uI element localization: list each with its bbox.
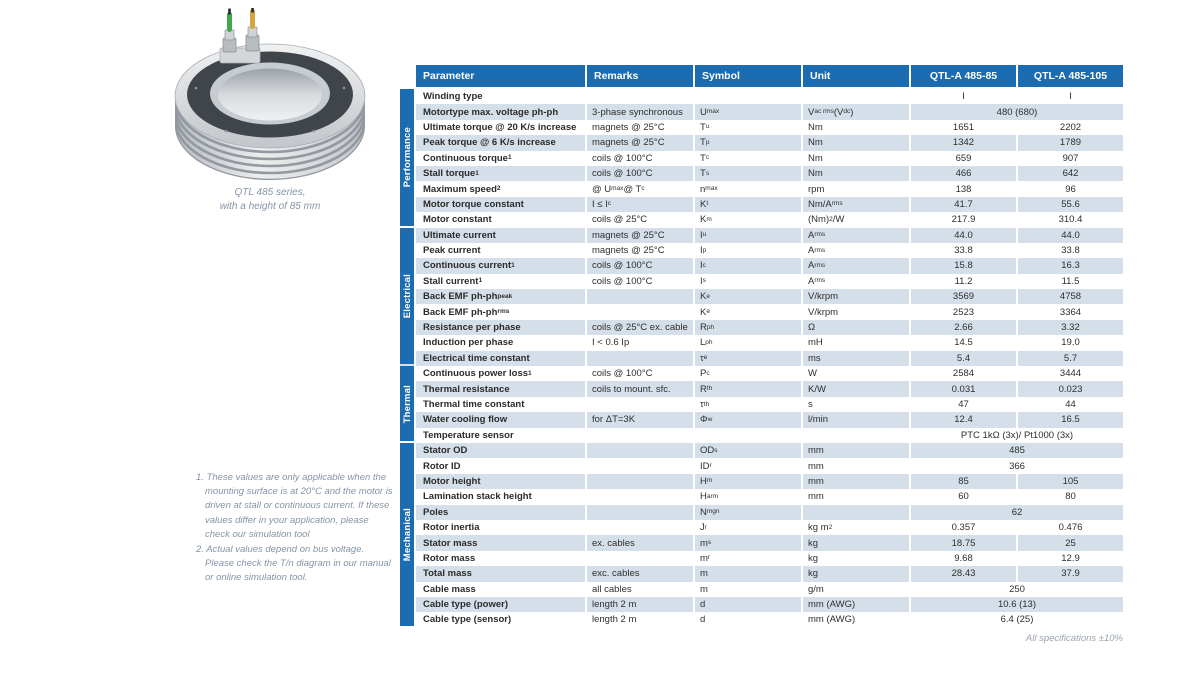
param-cell: Rotor ID [423,460,461,472]
figure-caption-line1: QTL 485 series, [234,187,306,198]
footnote-number: 1. [196,472,207,483]
symbol-cell [695,89,801,104]
unit-cell: Nm [803,135,909,150]
value-cell-485-105: 12.9 [1061,552,1080,564]
value-cell-485-85: 5.4 [911,351,1016,366]
value-cell-485-85: 217.9 [951,214,976,226]
table-row [400,381,1123,396]
remarks-cell [587,474,693,489]
remarks-cell: magnets @ 25°C [587,135,693,150]
remarks-cell: length 2 m [592,614,637,626]
value-cell-span: 62 [911,505,1123,520]
remarks-cell: coils @ 25°C ex. cable [587,320,693,335]
column-header: Unit [803,65,909,87]
table-row [400,320,1123,335]
unit-cell: kg [803,566,909,581]
figure-caption-line2: with a height of 85 mm [219,201,321,212]
symbol-cell: K e [695,289,801,304]
param-cell: Rotor mass [423,552,476,564]
param-cell: Thermal time constant [423,399,525,410]
unit-cell: rpm [808,183,825,195]
group-label-text: Thermal [401,384,413,423]
value-cell-485-85: 2.66 [911,320,1016,335]
value-cell-span: 485 [911,443,1123,458]
table-row [400,304,1123,319]
param-cell: Ultimate torque @ 20 K/s increase [423,121,577,133]
symbol-cell: τ th [700,399,710,410]
value-cell-485-85: 659 [955,152,972,164]
tolerance-note: All specifications ±10% [1025,633,1123,644]
group-label-electrical [400,228,414,365]
table-row [400,120,1123,135]
remarks-cell: ex. cables [587,535,693,550]
param-cell: Rotor inertia [423,522,480,534]
param-cell: Poles [416,505,585,520]
remarks-cell: exc. cables [587,566,693,581]
unit-cell: Ω [803,320,909,335]
unit-cell [803,428,909,443]
value-cell-485-105: 310.4 [1058,214,1083,226]
symbol-cell: m s [695,535,801,550]
table-row [400,443,1123,458]
value-cell-span: 250 [1009,583,1025,595]
value-cell-span: 10.6 (13) [911,597,1123,612]
unit-cell: ms [803,351,909,366]
unit-cell: mm [808,460,824,472]
value-cell-485-85: 11.2 [954,275,973,287]
group-label-text: Performance [401,127,413,188]
symbol-cell: m [700,583,708,595]
remarks-cell: magnets @ 25°C [592,245,665,257]
footnote-item [196,543,394,586]
value-cell-485-105: 25 [1018,535,1123,550]
param-cell: Total mass [416,566,585,581]
param-cell: Motortype max. voltage ph-ph [416,104,585,119]
table-row [400,335,1123,350]
value-cell-485-105: 44 [1065,399,1076,410]
table-row [400,104,1123,119]
table-row [400,197,1123,212]
param-cell: Back EMF ph-ph rms [423,306,510,318]
remarks-cell [587,520,693,535]
remarks-cell: coils @ 100°C [592,152,653,164]
symbol-cell: m r [700,552,711,564]
param-cell: Thermal resistance [416,381,585,396]
column-header: Remarks [587,65,693,87]
param-cell: Ultimate current [416,228,585,243]
symbol-cell: P c [700,368,710,380]
value-cell-485-85: 1651 [952,121,975,133]
param-cell: Cable type (power) [416,597,585,612]
table-row [400,582,1123,597]
remarks-cell [587,304,693,319]
symbol-cell: I p [700,245,707,257]
value-cell-485-105: 16.5 [1018,412,1123,427]
value-cell-485-105: 11.5 [1061,275,1080,287]
symbol-cell: OD s [695,443,801,458]
footnotes [196,471,394,587]
value-cell-485-105: 37.9 [1018,566,1123,581]
param-cell: Temperature sensor [423,429,514,441]
symbol-cell: N mgn [695,505,801,520]
remarks-cell: @ U max @ T c [592,183,645,195]
param-cell: Cable mass [423,583,476,595]
remarks-cell: I ≤ I c [587,197,693,212]
table-row [400,458,1123,473]
value-cell-485-105: 1789 [1018,135,1123,150]
table-row [400,551,1123,566]
param-cell: Continuous torque 1 [423,152,512,164]
remarks-cell [587,443,693,458]
param-cell: Winding type [423,91,483,103]
unit-cell: A rms [803,258,909,273]
value-cell-485-85: 33.8 [954,245,973,257]
symbol-cell: n max [700,183,718,195]
symbol-cell: H arm [700,491,719,503]
table-row [400,166,1123,181]
value-cell-485-105: 105 [1018,474,1123,489]
value-cell-485-105: 5.7 [1018,351,1123,366]
unit-cell: mm [803,443,909,458]
table-row [400,274,1123,289]
value-cell-485-85: 41.7 [911,197,1016,212]
table-row [400,89,1123,104]
value-cell-485-105: 3364 [1059,306,1082,318]
spec-table [400,65,1123,628]
remarks-cell [587,551,693,566]
unit-cell: V/krpm [803,289,909,304]
table-row [400,151,1123,166]
value-cell-485-85: 466 [911,166,1016,181]
remarks-cell: magnets @ 25°C [592,121,665,133]
table-row [400,597,1123,612]
param-cell: Continuous current 1 [416,258,585,273]
value-cell-485-105: 0.476 [1058,522,1083,534]
unit-cell: mm (AWG) [808,614,856,626]
value-cell-485-85: 60 [958,491,969,503]
symbol-cell: τ e [695,351,801,366]
param-cell: Lamination stack height [423,491,532,503]
unit-cell [803,505,909,520]
figure-caption [150,186,390,214]
remarks-cell: coils to mount. sfc. [587,381,693,396]
param-cell: Stator mass [416,535,585,550]
table-row [400,228,1123,243]
symbol-cell: L ph [700,337,713,349]
value-cell-485-105: 33.8 [1061,245,1080,257]
symbol-cell: T s [695,166,801,181]
param-cell: Resistance per phase [416,320,585,335]
value-cell-485-85: 9.68 [954,552,973,564]
unit-cell: mm [803,474,909,489]
value-cell-485-85: 12.4 [911,412,1016,427]
symbol-cell: ID r [700,460,712,472]
table-row [400,428,1123,443]
param-cell: Maximum speed 2 [423,183,501,195]
value-cell-485-105: 907 [1062,152,1079,164]
remarks-cell [587,428,693,443]
unit-cell: K/W [803,381,909,396]
table-row [400,397,1123,412]
value-cell-span: PTC 1kΩ (3x)/ Pt1000 (3x) [960,429,1074,441]
remarks-cell: 3-phase synchronous [587,104,693,119]
symbol-cell: I c [695,258,801,273]
unit-cell: s [808,399,813,410]
table-row [400,566,1123,581]
group-label-text: Mechanical [401,507,413,562]
value-cell-485-85: 14.5 [954,337,973,349]
remarks-cell: for ΔT=3K [587,412,693,427]
value-cell-span: 366 [1009,460,1025,472]
column-header: Symbol [695,65,801,87]
unit-cell: mm (AWG) [803,597,909,612]
column-header: QTL-A 485-105 [1018,65,1123,87]
group-label-text: Electrical [401,273,413,319]
table-row [400,366,1123,381]
unit-cell [803,89,909,104]
remarks-cell [587,351,693,366]
param-cell: Stall current 1 [423,275,483,287]
table-header-row [400,65,1123,87]
remarks-cell: coils @ 100°C [587,166,693,181]
symbol-cell: d [700,614,706,626]
unit-cell: V ac rms (V dc ) [803,104,909,119]
symbol-cell: Φ w [695,412,801,427]
value-cell-485-105: 2202 [1059,121,1082,133]
value-cell-485-85: 18.75 [911,535,1016,550]
group-label-performance [400,89,414,226]
param-cell: Continuous power loss 1 [423,368,532,380]
remarks-cell [587,505,693,520]
param-cell: Peak current [423,245,481,257]
remarks-cell: I < 0.6 Ip [592,337,630,349]
table-row [400,612,1123,627]
unit-cell: A rms [808,275,826,287]
value-cell-485-105: I [1069,91,1072,103]
table-row [400,505,1123,520]
value-cell-485-85: 3569 [911,289,1016,304]
unit-cell: g/m [808,583,824,595]
unit-cell: V/krpm [808,306,839,318]
remarks-cell: length 2 m [587,597,693,612]
table-row [400,474,1123,489]
symbol-cell: m [695,566,801,581]
value-cell-span: 6.4 (25) [1000,614,1034,626]
remarks-cell: coils @ 25°C [592,214,648,226]
unit-cell: kg m 2 [808,522,833,534]
symbol-cell: K e [700,306,710,318]
symbol-cell: T u [700,121,710,133]
value-cell-485-105: 642 [1018,166,1123,181]
remarks-cell [587,397,693,412]
param-cell: Electrical time constant [416,351,585,366]
unit-cell: Nm [803,166,909,181]
value-cell-485-105: 96 [1065,183,1076,195]
symbol-cell: R th [695,381,801,396]
symbol-cell: T c [700,152,710,164]
symbol-cell: T p [695,135,801,150]
group-label-mechanical [400,443,414,626]
remarks-cell [587,289,693,304]
symbol-cell: I u [695,228,801,243]
table-row [400,412,1123,427]
table-row [400,289,1123,304]
param-cell: Peak torque @ 6 K/s increase [416,135,585,150]
value-cell-485-105: 19.0 [1061,337,1080,349]
unit-cell: Nm [808,152,823,164]
value-cell-485-85: 2584 [952,368,975,380]
table-row [400,243,1123,258]
unit-cell: (Nm) 2 /W [808,214,845,226]
table-row [400,520,1123,535]
remarks-cell: coils @ 100°C [587,258,693,273]
column-header: QTL-A 485-85 [911,65,1016,87]
param-cell: Stator OD [416,443,585,458]
remarks-cell [587,458,693,473]
remarks-cell: magnets @ 25°C [587,228,693,243]
value-cell-485-85: 28.43 [911,566,1016,581]
value-cell-485-105: 55.6 [1018,197,1123,212]
param-cell: Back EMF ph-ph peak [416,289,585,304]
param-cell: Cable type (sensor) [423,614,512,626]
unit-cell: A rms [803,228,909,243]
unit-cell: mm [808,491,824,503]
unit-cell: kg [803,535,909,550]
value-cell-485-85: 0.357 [951,522,976,534]
remarks-cell: coils @ 100°C [592,368,653,380]
remarks-cell [587,89,693,104]
symbol-cell [695,428,801,443]
symbol-cell: K m [700,214,712,226]
footnote-text: These values are only applicable when the mounting surface is at 20°C and the motor is driven at stall or continuous current. If these values differ in your application, please check our simulation tool [205,472,393,540]
value-cell-485-85: 15.8 [911,258,1016,273]
param-cell: Stall torque 1 [416,166,585,181]
table-row [400,212,1123,227]
table-row [400,489,1123,504]
remarks-cell [587,489,693,504]
value-cell-485-85: 85 [911,474,1016,489]
value-cell-485-85: 47 [958,399,969,410]
value-cell-485-85: 138 [955,183,972,195]
value-cell-485-105: 3.32 [1018,320,1123,335]
table-row [400,135,1123,150]
column-header: Parameter [416,65,585,87]
value-cell-485-85: 2523 [952,306,975,318]
table-row [400,535,1123,550]
symbol-cell: U max [695,104,801,119]
value-cell-485-105: 0.023 [1018,381,1123,396]
table-row [400,181,1123,196]
unit-cell: kg [808,552,819,564]
footnote-text: Actual values depend on bus voltage. Please check the T/n diagram in our manual or online simulation tool. [205,544,391,584]
param-cell: Motor torque constant [416,197,585,212]
table-row [400,258,1123,273]
param-cell: Water cooling flow [416,412,585,427]
symbol-cell: K t [695,197,801,212]
unit-cell: A rms [808,245,826,257]
table-row [400,351,1123,366]
group-column-spacer [400,65,414,87]
value-cell-485-85: I [962,91,965,103]
value-cell-485-85: 44.0 [911,228,1016,243]
value-cell-span: 480 (680) [911,104,1123,119]
symbol-cell: H m [695,474,801,489]
value-cell-485-85: 0.031 [911,381,1016,396]
param-cell: Motor constant [423,214,492,226]
unit-cell: Nm/A rms [803,197,909,212]
footnote-number: 2. [196,544,207,556]
unit-cell: W [808,368,817,380]
ring-motor-illustration [166,8,374,184]
symbol-cell: I s [700,275,706,287]
unit-cell: mH [808,337,823,349]
value-cell-485-85: 1342 [911,135,1016,150]
symbol-cell: d [695,597,801,612]
product-photo-qtl485 [166,8,374,184]
group-label-thermal [400,366,414,441]
param-cell: Motor height [416,474,585,489]
footnote-item [196,471,394,542]
value-cell-485-105: 3444 [1059,368,1082,380]
param-cell: Induction per phase [423,337,514,349]
remarks-cell: coils @ 100°C [592,275,653,287]
symbol-cell: R ph [695,320,801,335]
unit-cell: l/min [803,412,909,427]
remarks-cell: all cables [592,583,632,595]
symbol-cell: J r [700,522,707,534]
unit-cell: Nm [808,121,823,133]
value-cell-485-105: 80 [1065,491,1076,503]
value-cell-485-105: 44.0 [1018,228,1123,243]
value-cell-485-105: 4758 [1018,289,1123,304]
value-cell-485-105: 16.3 [1018,258,1123,273]
